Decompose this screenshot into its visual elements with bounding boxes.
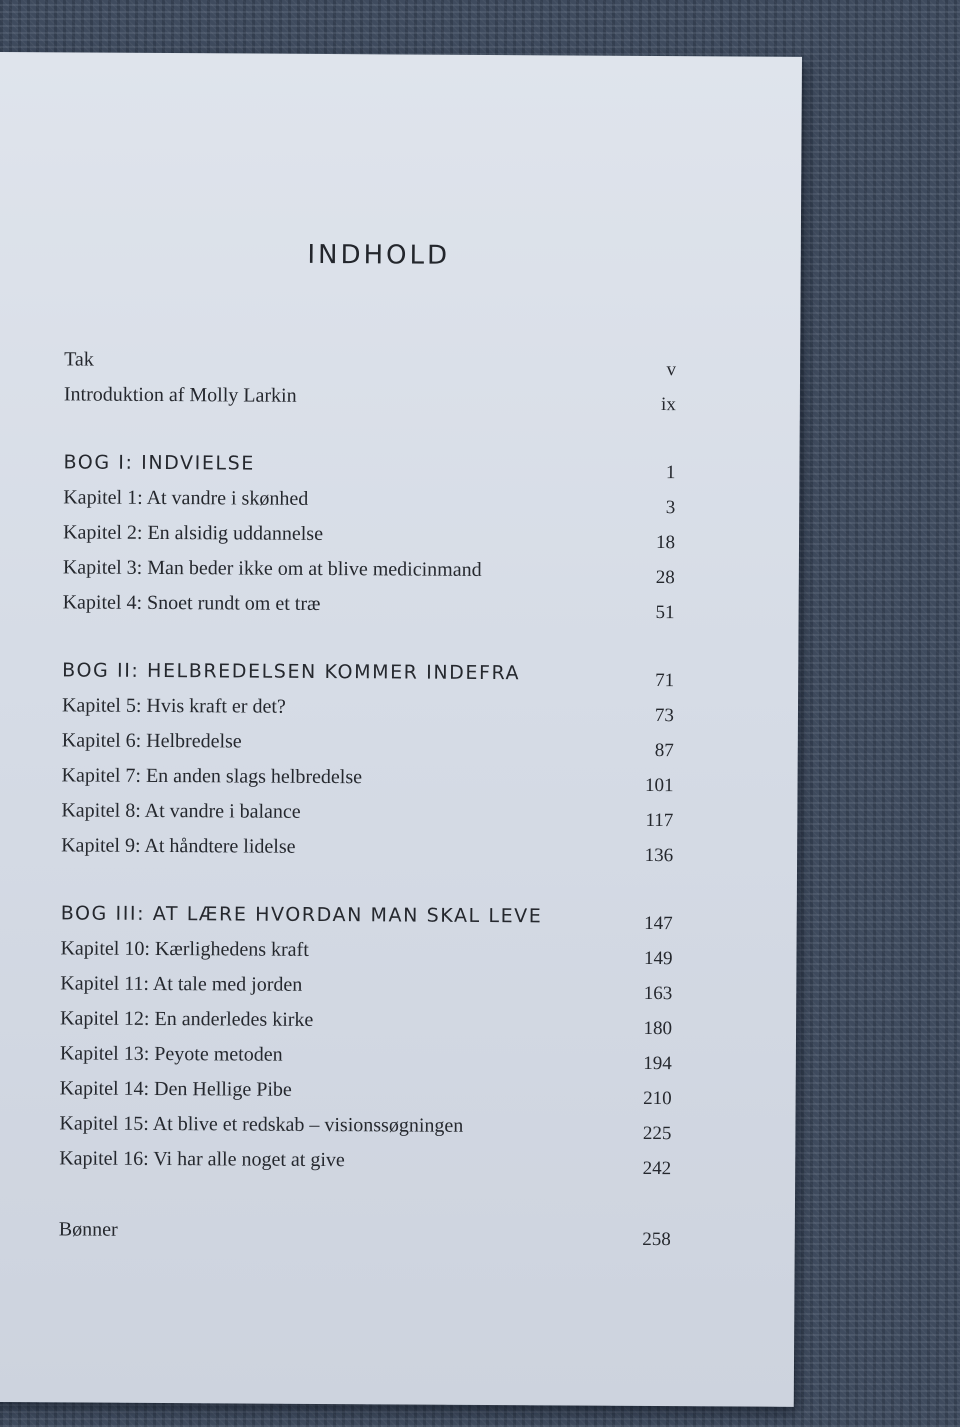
table-of-contents [59, 342, 677, 1251]
toc-part-title: BOG II: HELBREDELSEN KOMMER INDEFRA [62, 659, 521, 685]
toc-entry-page: ix [661, 394, 676, 416]
toc-chapter-entry [63, 550, 675, 589]
toc-entry-label: Kapitel 14: Den Hellige Pibe [59, 1077, 292, 1101]
toc-entry-page: 51 [655, 602, 675, 624]
toc-entry-page: 163 [643, 982, 673, 1005]
toc-entry-page: 28 [655, 567, 675, 589]
toc-entry-page: 149 [643, 947, 673, 970]
toc-part-heading [61, 896, 673, 935]
toc-entry-front [64, 377, 676, 416]
toc-entry-label: Kapitel 4: Snoet rundt om et træ [62, 591, 321, 615]
toc-entry-label: Kapitel 16: Vi har alle noget at give [59, 1147, 345, 1172]
toc-entry-page: 180 [643, 1017, 673, 1040]
toc-entry-page: 210 [643, 1087, 672, 1110]
toc-entry-page: 136 [644, 844, 674, 867]
toc-entry-label: Kapitel 6: Helbredelse [61, 729, 242, 753]
toc-chapter-entry [61, 793, 673, 832]
toc-entry-page: 258 [642, 1228, 671, 1251]
toc-entry-label: Kapitel 2: En alsidig uddannelse [62, 521, 324, 545]
toc-part-heading [63, 445, 675, 484]
toc-entry-page: 73 [654, 705, 675, 727]
toc-chapter-entry [60, 1071, 672, 1110]
toc-part-title: BOG I: INDVIELSE [63, 451, 255, 475]
toc-entry-page: 3 [665, 497, 676, 519]
toc-chapter-entry [61, 758, 673, 797]
toc-entry-label: Kapitel 7: En anden slags helbredelse [61, 764, 363, 789]
toc-chapter-entry [60, 966, 672, 1005]
toc-entry-page: 71 [655, 670, 675, 692]
toc-entry-page: 101 [644, 774, 674, 797]
toc-entry-page: 18 [655, 532, 676, 554]
toc-entry-front [64, 342, 676, 381]
toc-entry-page: 194 [643, 1052, 672, 1075]
toc-entry-page: v [666, 359, 677, 381]
toc-chapter-entry [62, 688, 674, 727]
toc-entry-label: Kapitel 8: At vandre i balance [61, 799, 301, 823]
toc-chapter-entry [62, 723, 674, 762]
toc-entry-label: Kapitel 13: Peyote metoden [59, 1042, 283, 1066]
toc-chapter-entry [60, 1036, 672, 1075]
toc-entry-page: 117 [645, 809, 674, 832]
toc-chapter-entry [63, 585, 675, 624]
toc-entry-back [59, 1212, 671, 1251]
toc-entry-label: Kapitel 3: Man beder ikke om at blive medicinmand [62, 556, 482, 581]
toc-chapter-entry [63, 480, 675, 519]
toc-entry-label: Bønner [58, 1218, 118, 1241]
toc-part-title: BOG III: AT LÆRE HVORDAN MAN SKAL LEVE [60, 902, 543, 928]
toc-chapter-entry [63, 515, 675, 554]
toc-entry-label: Introduktion af Molly Larkin [63, 383, 297, 407]
toc-chapter-entry [59, 1106, 671, 1145]
toc-entry-label: Kapitel 11: At tale med jorden [60, 972, 303, 996]
toc-part-heading [62, 653, 674, 692]
toc-chapter-entry [60, 931, 672, 970]
toc-entry-page: 147 [644, 912, 673, 935]
toc-entry-page: 1 [665, 462, 676, 484]
book-page [0, 52, 802, 1407]
page-title: INDHOLD [307, 239, 451, 271]
toc-entry-label: Kapitel 9: At håndtere lidelse [61, 834, 296, 858]
toc-entry-page: 242 [642, 1157, 672, 1180]
toc-entry-label: Kapitel 1: At vandre i skønhed [63, 486, 309, 510]
toc-entry-label: Tak [64, 348, 94, 371]
toc-entry-page: 225 [642, 1122, 672, 1145]
toc-entry-label: Kapitel 5: Hvis kraft er det? [61, 694, 286, 718]
toc-entry-label: Kapitel 12: En anderledes kirke [60, 1007, 314, 1031]
toc-chapter-entry [59, 1141, 671, 1180]
toc-entry-page: 87 [654, 740, 674, 762]
toc-entry-label: Kapitel 10: Kærlighedens kraft [60, 937, 309, 961]
toc-entry-label: Kapitel 15: At blive et redskab – visionssøgningen [59, 1112, 464, 1137]
toc-chapter-entry [60, 1001, 672, 1040]
toc-chapter-entry [61, 828, 673, 867]
